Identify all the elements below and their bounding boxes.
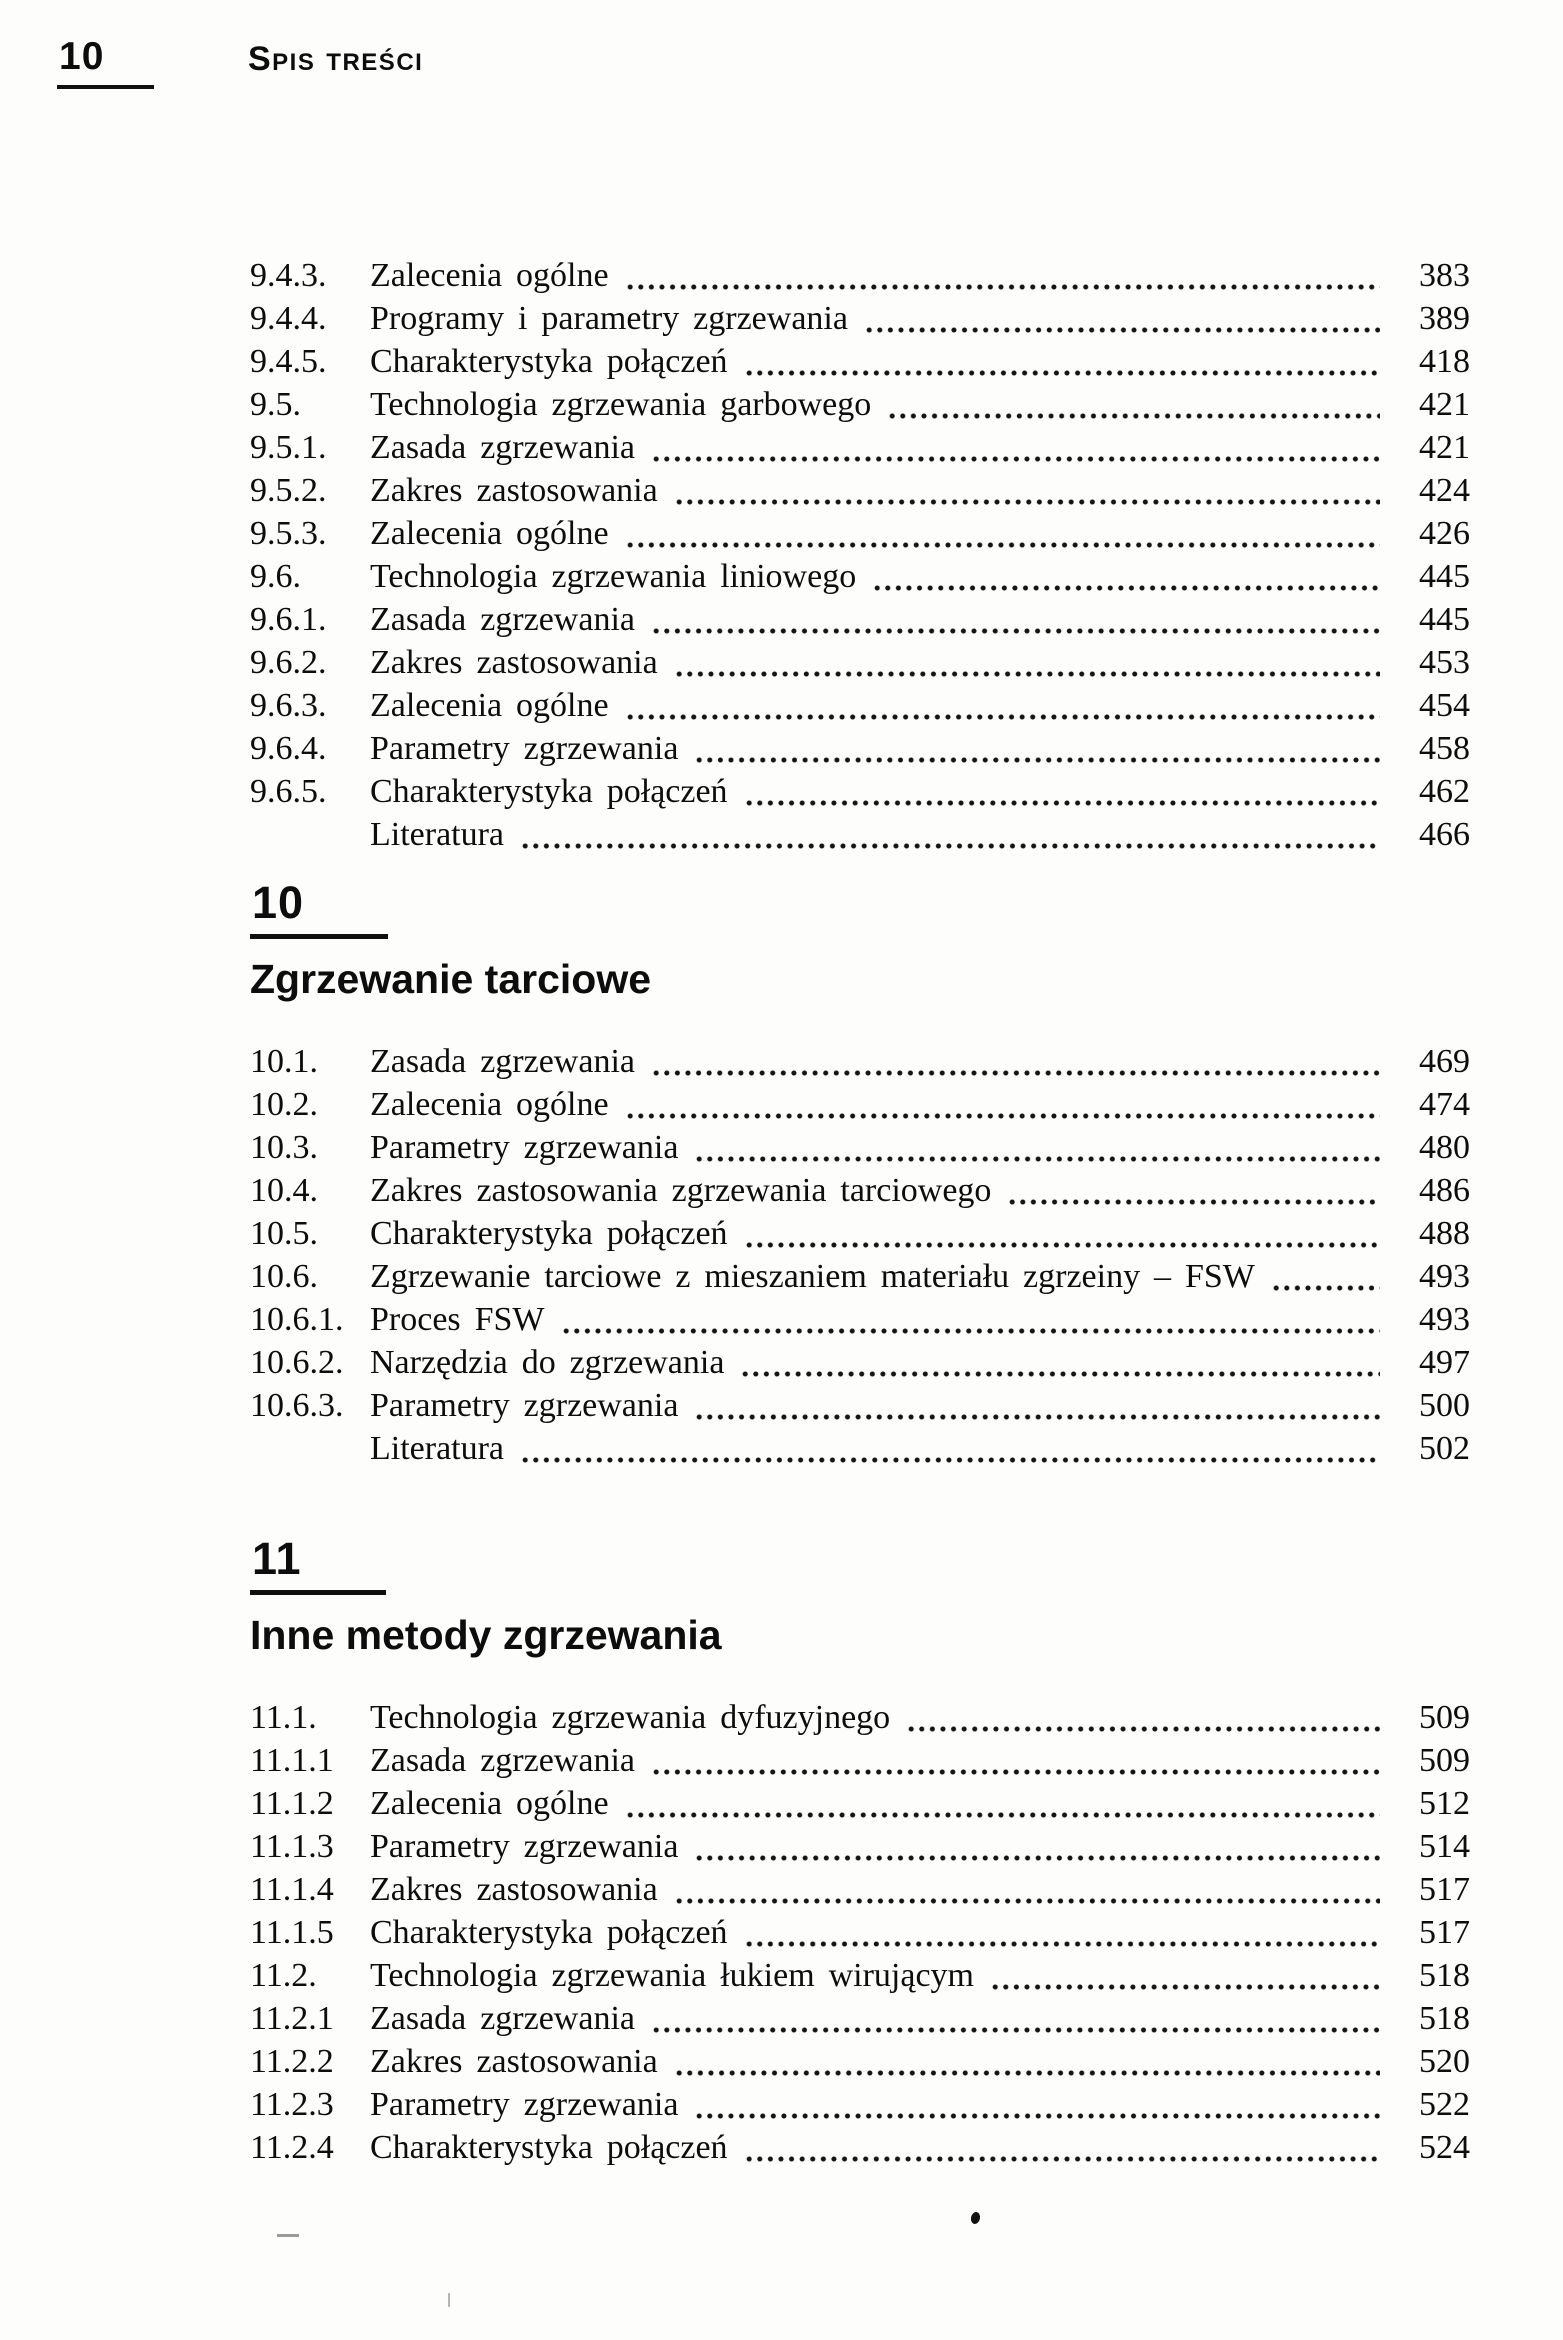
entry-title: Technologia zgrzewania garbowego bbox=[370, 386, 872, 423]
toc-entries bbox=[250, 254, 1470, 856]
dot-leader bbox=[694, 1126, 1380, 1169]
chapter-heading bbox=[250, 1533, 1470, 1595]
entry-title: Zasada zgrzewania bbox=[370, 1742, 635, 1779]
toc-entry bbox=[250, 727, 1470, 770]
toc-entry bbox=[250, 1427, 1470, 1470]
toc-entry bbox=[250, 340, 1470, 383]
entry-number: 11.2.2 bbox=[250, 2043, 334, 2080]
dot-leader bbox=[625, 254, 1380, 297]
toc-entry bbox=[250, 1040, 1470, 1083]
entry-page: 517 bbox=[1394, 1868, 1470, 2340]
toc-entry bbox=[250, 1169, 1470, 1212]
entry-page: 421 bbox=[1394, 426, 1470, 2340]
chapter-title: Zgrzewanie tarciowe bbox=[250, 956, 652, 1002]
entry-page: 426 bbox=[1394, 512, 1470, 2340]
entry-number: 10.6.3. bbox=[250, 1387, 344, 1424]
entry-number: 9.6.3. bbox=[250, 687, 327, 724]
entry-page: 445 bbox=[1394, 598, 1470, 2340]
entry-title: Zakres zastosowania bbox=[370, 644, 658, 681]
entry-title: Zakres zastosowania zgrzewania tarciowego bbox=[370, 1172, 992, 1209]
entry-title: Charakterystyka połączeń bbox=[370, 2129, 728, 2166]
dot-leader bbox=[625, 684, 1380, 727]
entry-number: 10.6.1. bbox=[250, 1301, 344, 1338]
dot-leader bbox=[674, 641, 1380, 684]
entry-number: 9.5. bbox=[250, 386, 301, 423]
dot-leader bbox=[1007, 1169, 1380, 1212]
entry-number: 10.6.2. bbox=[250, 1344, 344, 1381]
entry-page: 383 bbox=[1394, 254, 1470, 2340]
entry-number: 10.3. bbox=[250, 1129, 318, 1166]
chapter-title: Inne metody zgrzewania bbox=[250, 1612, 722, 1658]
entry-number: 9.5.1. bbox=[250, 429, 327, 466]
toc-entry bbox=[250, 2126, 1470, 2169]
entry-title: Charakterystyka połączeń bbox=[370, 1215, 728, 1252]
toc-entry bbox=[250, 1298, 1470, 1341]
toc-entry bbox=[250, 1126, 1470, 1169]
entry-title: Parametry zgrzewania bbox=[370, 2086, 679, 2123]
entry-page: 424 bbox=[1394, 469, 1470, 2340]
entry-title: Charakterystyka połączeń bbox=[370, 343, 728, 380]
entry-title: Zasada zgrzewania bbox=[370, 429, 635, 466]
toc-entries bbox=[250, 1040, 1470, 1470]
page-title: Spis treści bbox=[248, 40, 424, 78]
toc-entry bbox=[250, 1341, 1470, 1384]
entry-title: Zasada zgrzewania bbox=[370, 1043, 635, 1080]
entry-title: Zalecenia ogólne bbox=[370, 1086, 609, 1123]
toc-entry bbox=[250, 770, 1470, 813]
toc-entry bbox=[250, 512, 1470, 555]
toc-entry bbox=[250, 254, 1470, 297]
entry-number: 9.6.1. bbox=[250, 601, 327, 638]
entry-number: 9.6.2. bbox=[250, 644, 327, 681]
toc-entry bbox=[250, 1997, 1470, 2040]
entry-page: 514 bbox=[1394, 1825, 1470, 2340]
dot-leader bbox=[651, 426, 1380, 469]
toc-entry bbox=[250, 1255, 1470, 1298]
toc-entry bbox=[250, 1696, 1470, 1739]
entry-title: Zgrzewanie tarciowe z mieszaniem materiału zgrzeiny – FSW bbox=[370, 1258, 1255, 1295]
entry-number: 11.1.1 bbox=[250, 1742, 334, 1779]
toc-entry bbox=[250, 469, 1470, 512]
dot-leader bbox=[651, 598, 1380, 641]
dot-leader bbox=[651, 1040, 1380, 1083]
entry-title: Technologia zgrzewania dyfuzyjnego bbox=[370, 1699, 891, 1736]
entry-number: 11.1.3 bbox=[250, 1828, 334, 1865]
entry-title: Technologia zgrzewania liniowego bbox=[370, 558, 857, 595]
entry-page: 493 bbox=[1394, 1298, 1470, 2340]
toc-entry bbox=[250, 297, 1470, 340]
entry-page: 480 bbox=[1394, 1126, 1470, 2340]
dot-leader bbox=[625, 1782, 1380, 1825]
entry-page: 454 bbox=[1394, 684, 1470, 2340]
entry-number: 9.5.3. bbox=[250, 515, 327, 552]
toc-entry bbox=[250, 555, 1470, 598]
entry-title: Zalecenia ogólne bbox=[370, 257, 609, 294]
page-number: 10 bbox=[57, 36, 154, 89]
toc-section bbox=[250, 877, 1470, 1470]
dot-leader bbox=[694, 2083, 1380, 2126]
running-head bbox=[0, 36, 1563, 106]
entry-number: 11.1.4 bbox=[250, 1871, 334, 1908]
entry-title: Programy i parametry zgrzewania bbox=[370, 300, 848, 337]
dot-leader bbox=[744, 340, 1380, 383]
toc-entry bbox=[250, 1384, 1470, 1427]
entry-title: Zasada zgrzewania bbox=[370, 2000, 635, 2037]
entry-title: Zakres zastosowania bbox=[370, 1871, 658, 1908]
entry-title: Technologia zgrzewania łukiem wirującym bbox=[370, 1957, 974, 1994]
entry-number: 9.5.2. bbox=[250, 472, 327, 509]
scan-artifact-dash bbox=[277, 2234, 299, 2237]
entry-page: 520 bbox=[1394, 2040, 1470, 2340]
toc-entry bbox=[250, 1212, 1470, 1255]
dot-leader bbox=[744, 2126, 1380, 2169]
entry-number: 10.4. bbox=[250, 1172, 318, 1209]
entry-page: 500 bbox=[1394, 1384, 1470, 2340]
entry-page: 518 bbox=[1394, 1997, 1470, 2340]
entry-page: 418 bbox=[1394, 340, 1470, 2340]
chapter-title-row bbox=[250, 956, 1470, 1003]
entry-number: 10.6. bbox=[250, 1258, 318, 1295]
entry-number: 9.6.4. bbox=[250, 730, 327, 767]
entry-page: 486 bbox=[1394, 1169, 1470, 2340]
dot-leader bbox=[520, 1427, 1380, 1470]
entry-number: 9.6.5. bbox=[250, 773, 327, 810]
dot-leader bbox=[744, 1212, 1380, 1255]
entry-page: 421 bbox=[1394, 383, 1470, 2340]
toc-entry bbox=[250, 641, 1470, 684]
entry-number: 10.2. bbox=[250, 1086, 318, 1123]
scan-artifact-tick bbox=[448, 2293, 450, 2307]
dot-leader bbox=[625, 512, 1380, 555]
entry-title: Zakres zastosowania bbox=[370, 472, 658, 509]
dot-leader bbox=[694, 1384, 1380, 1427]
entry-number: 9.4.5. bbox=[250, 343, 327, 380]
toc-entry bbox=[250, 383, 1470, 426]
entry-page: 445 bbox=[1394, 555, 1470, 2340]
entry-number: 11.2.1 bbox=[250, 2000, 334, 2037]
dot-leader bbox=[744, 1911, 1380, 1954]
entry-title: Parametry zgrzewania bbox=[370, 1387, 679, 1424]
entry-page: 497 bbox=[1394, 1341, 1470, 2340]
dot-leader bbox=[625, 1083, 1380, 1126]
entry-page: 458 bbox=[1394, 727, 1470, 2340]
dot-leader bbox=[674, 2040, 1380, 2083]
entry-page: 462 bbox=[1394, 770, 1470, 2340]
dot-leader bbox=[651, 1739, 1380, 1782]
entry-page: 517 bbox=[1394, 1911, 1470, 2340]
entry-number: 11.2.3 bbox=[250, 2086, 334, 2123]
entry-page: 389 bbox=[1394, 297, 1470, 2340]
toc-entry bbox=[250, 1911, 1470, 1954]
entry-page: 512 bbox=[1394, 1782, 1470, 2340]
entry-title: Charakterystyka połączeń bbox=[370, 1914, 728, 1951]
entry-number: 11.1. bbox=[250, 1699, 317, 1736]
entry-page: 493 bbox=[1394, 1255, 1470, 2340]
entry-number: 10.1. bbox=[250, 1043, 318, 1080]
entry-number: 11.1.5 bbox=[250, 1914, 334, 1951]
chapter-number: 11 bbox=[250, 1536, 386, 1595]
entry-title: Zalecenia ogólne bbox=[370, 1785, 609, 1822]
entry-number: 11.2. bbox=[250, 1957, 317, 1994]
entry-number: 9.4.4. bbox=[250, 300, 327, 337]
entry-page: 522 bbox=[1394, 2083, 1470, 2340]
dot-leader bbox=[561, 1298, 1381, 1341]
dot-leader bbox=[1271, 1255, 1380, 1298]
entry-number: 9.6. bbox=[250, 558, 301, 595]
dot-leader bbox=[887, 383, 1380, 426]
entry-title: Charakterystyka połączeń bbox=[370, 773, 728, 810]
entry-title: Parametry zgrzewania bbox=[370, 730, 679, 767]
entry-page: 488 bbox=[1394, 1212, 1470, 2340]
chapter-heading bbox=[250, 877, 1470, 939]
chapter-title-row bbox=[250, 1612, 1470, 1659]
toc-entry bbox=[250, 1868, 1470, 1911]
dot-leader bbox=[864, 297, 1380, 340]
toc-entry bbox=[250, 813, 1470, 856]
toc bbox=[250, 254, 1470, 2169]
entry-title: Proces FSW bbox=[370, 1301, 545, 1338]
entry-page: 453 bbox=[1394, 641, 1470, 2340]
entry-title: Narzędzia do zgrzewania bbox=[370, 1344, 725, 1381]
toc-section bbox=[250, 254, 1470, 856]
dot-leader bbox=[694, 1825, 1380, 1868]
entry-page: 466 bbox=[1394, 813, 1470, 2340]
entry-title: Zasada zgrzewania bbox=[370, 601, 635, 638]
entry-title: Zalecenia ogólne bbox=[370, 515, 609, 552]
dot-leader bbox=[520, 813, 1380, 856]
entry-title: Literatura bbox=[370, 816, 505, 853]
entry-page: 474 bbox=[1394, 1083, 1470, 2340]
toc-entry bbox=[250, 2083, 1470, 2126]
entry-title: Parametry zgrzewania bbox=[370, 1129, 679, 1166]
entry-page: 509 bbox=[1394, 1739, 1470, 2340]
entry-page: 469 bbox=[1394, 1040, 1470, 2340]
dot-leader bbox=[651, 1997, 1380, 2040]
toc-entry bbox=[250, 1782, 1470, 1825]
entry-title: Parametry zgrzewania bbox=[370, 1828, 679, 1865]
dot-leader bbox=[674, 1868, 1380, 1911]
entry-number: 10.5. bbox=[250, 1215, 318, 1252]
toc-entry bbox=[250, 684, 1470, 727]
toc-entry bbox=[250, 598, 1470, 641]
entry-page: 524 bbox=[1394, 2126, 1470, 2340]
dot-leader bbox=[872, 555, 1380, 598]
chapter-number: 10 bbox=[250, 880, 388, 939]
entry-page: 518 bbox=[1394, 1954, 1470, 2340]
dot-leader bbox=[740, 1341, 1380, 1384]
entry-number: 11.1.2 bbox=[250, 1785, 334, 1822]
dot-leader bbox=[990, 1954, 1380, 1997]
entry-title: Literatura bbox=[370, 1430, 505, 1467]
dot-leader bbox=[694, 727, 1380, 770]
toc-entry bbox=[250, 1954, 1470, 1997]
entry-title: Zalecenia ogólne bbox=[370, 687, 609, 724]
toc-entry bbox=[250, 426, 1470, 469]
dot-leader bbox=[674, 469, 1380, 512]
dot-leader bbox=[744, 770, 1380, 813]
entry-title: Zakres zastosowania bbox=[370, 2043, 658, 2080]
toc-entry bbox=[250, 1825, 1470, 1868]
entry-page: 502 bbox=[1394, 1427, 1470, 2340]
scan-artifact-dot bbox=[970, 2211, 981, 2225]
entry-page: 509 bbox=[1394, 1696, 1470, 2340]
toc-entry bbox=[250, 2040, 1470, 2083]
toc-entries bbox=[250, 1696, 1470, 2169]
entry-number: 11.2.4 bbox=[250, 2129, 334, 2166]
entry-number: 9.4.3. bbox=[250, 257, 327, 294]
dot-leader bbox=[906, 1696, 1380, 1739]
toc-entry bbox=[250, 1083, 1470, 1126]
toc-entry bbox=[250, 1739, 1470, 1782]
toc-section bbox=[250, 1533, 1470, 2169]
